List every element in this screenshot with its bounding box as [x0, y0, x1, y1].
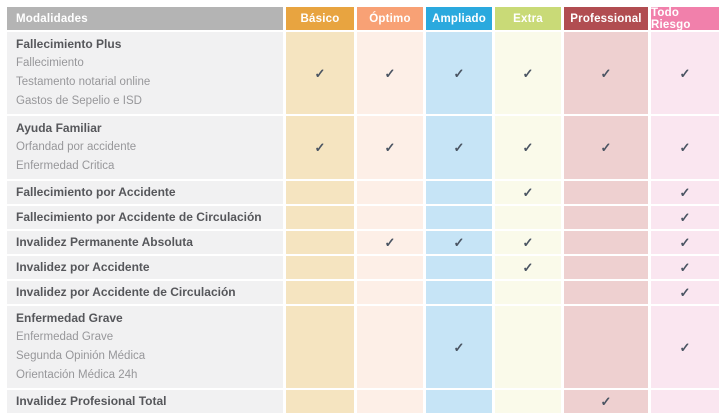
- coverage-cell-professional: [564, 206, 648, 229]
- row-label-line: Invalidez por Accidente de Circulación: [16, 285, 236, 299]
- coverage-cell-extra: [495, 390, 561, 413]
- coverage-cell-todo-riesgo: [651, 116, 719, 179]
- coverage-cell-basico: [286, 390, 354, 413]
- modalidades-cell: [7, 390, 283, 413]
- row-label-line: Invalidez Profesional Total: [16, 394, 167, 408]
- row-label-line: Testamento notarial online: [16, 76, 151, 88]
- check-icon: ✓: [522, 140, 534, 155]
- check-icon: ✓: [679, 185, 691, 200]
- coverage-cell-extra: [495, 256, 561, 279]
- modalidades-cell: [7, 32, 283, 114]
- check-icon: ✓: [453, 339, 465, 355]
- check-icon: ✓: [600, 65, 612, 81]
- coverage-cell-professional: [564, 181, 648, 204]
- coverage-cell-optimo: [357, 206, 423, 229]
- check-icon: ✓: [679, 235, 691, 250]
- check-icon: ✓: [600, 394, 612, 409]
- coverage-cell-optimo: [357, 231, 423, 254]
- row-label-line: Orfandad por accidente: [16, 141, 137, 153]
- modalidades-cell: [7, 281, 283, 304]
- check-icon: ✓: [679, 339, 691, 355]
- check-icon: ✓: [522, 235, 534, 250]
- check-icon: ✓: [522, 185, 534, 200]
- coverage-cell-basico: [286, 206, 354, 229]
- coverage-cell-basico: [286, 181, 354, 204]
- column-header-basico: Básico: [286, 7, 354, 30]
- coverage-cell-todo-riesgo: [651, 231, 719, 254]
- column-header-professional: Professional: [564, 7, 648, 30]
- modalidades-header-cell: Modalidades: [7, 7, 283, 30]
- coverage-cell-ampliado: [426, 306, 492, 388]
- coverage-cell-todo-riesgo: [651, 390, 719, 413]
- row-label-line: Invalidez Permanente Absoluta: [16, 235, 193, 249]
- coverage-cell-basico: [286, 256, 354, 279]
- row-label-line: Fallecimiento Plus: [16, 37, 122, 51]
- table-row: [7, 32, 722, 114]
- coverage-cell-professional: [564, 281, 648, 304]
- coverage-cell-professional: [564, 256, 648, 279]
- modalidades-cell: [7, 181, 283, 204]
- check-icon: ✓: [679, 210, 691, 225]
- coverage-cell-extra: [495, 181, 561, 204]
- row-label-line: Orientación Médica 24h: [16, 369, 138, 381]
- coverage-cell-basico: [286, 32, 354, 114]
- coverage-cell-optimo: [357, 32, 423, 114]
- table-row: [7, 206, 722, 229]
- check-icon: ✓: [314, 140, 326, 155]
- table-row: [7, 181, 722, 204]
- coverage-comparison-table: [7, 7, 722, 413]
- check-icon: ✓: [600, 140, 612, 155]
- coverage-cell-professional: [564, 306, 648, 388]
- table-row: [7, 281, 722, 304]
- coverage-cell-professional: [564, 390, 648, 413]
- table-header-row: [7, 7, 722, 30]
- check-icon: ✓: [314, 65, 326, 81]
- row-label-line: Invalidez por Accidente: [16, 260, 150, 274]
- coverage-cell-optimo: [357, 256, 423, 279]
- modalidades-cell: [7, 206, 283, 229]
- coverage-cell-basico: [286, 281, 354, 304]
- coverage-cell-professional: [564, 231, 648, 254]
- modalidades-cell: [7, 231, 283, 254]
- check-icon: ✓: [384, 140, 396, 155]
- coverage-cell-todo-riesgo: [651, 206, 719, 229]
- coverage-cell-ampliado: [426, 231, 492, 254]
- row-label-line: Fallecimiento por Accidente: [16, 185, 176, 199]
- table-row: [7, 256, 722, 279]
- coverage-cell-optimo: [357, 281, 423, 304]
- coverage-cell-extra: [495, 231, 561, 254]
- coverage-cell-optimo: [357, 306, 423, 388]
- modalidades-cell: [7, 116, 283, 179]
- row-label-line: Enfermedad Grave: [16, 331, 114, 343]
- column-header-todo-riesgo: Todo Riesgo: [651, 7, 719, 30]
- coverage-cell-extra: [495, 206, 561, 229]
- row-label-line: Segunda Opinión Médica: [16, 350, 146, 362]
- check-icon: ✓: [679, 65, 691, 81]
- coverage-cell-extra: [495, 116, 561, 179]
- coverage-cell-ampliado: [426, 206, 492, 229]
- coverage-cell-extra: [495, 32, 561, 114]
- check-icon: ✓: [453, 140, 465, 155]
- modalidades-cell: [7, 256, 283, 279]
- row-label-line: Fallecimiento por Accidente de Circulación: [16, 210, 262, 224]
- coverage-cell-todo-riesgo: [651, 256, 719, 279]
- row-label-line: Enfermedad Grave: [16, 311, 123, 325]
- coverage-cell-todo-riesgo: [651, 281, 719, 304]
- check-icon: ✓: [384, 235, 396, 250]
- check-icon: ✓: [453, 65, 465, 81]
- coverage-cell-ampliado: [426, 32, 492, 114]
- coverage-cell-todo-riesgo: [651, 181, 719, 204]
- check-icon: ✓: [453, 235, 465, 250]
- modalidades-cell: [7, 306, 283, 388]
- row-label-line: Ayuda Familiar: [16, 121, 102, 135]
- coverage-cell-ampliado: [426, 256, 492, 279]
- coverage-cell-ampliado: [426, 281, 492, 304]
- coverage-cell-basico: [286, 231, 354, 254]
- coverage-cell-basico: [286, 306, 354, 388]
- check-icon: ✓: [522, 65, 534, 81]
- table-row: [7, 116, 722, 179]
- check-icon: ✓: [522, 260, 534, 275]
- row-label-line: Gastos de Sepelio e ISD: [16, 95, 142, 107]
- check-icon: ✓: [679, 285, 691, 300]
- coverage-cell-optimo: [357, 181, 423, 204]
- coverage-cell-extra: [495, 306, 561, 388]
- coverage-cell-optimo: [357, 390, 423, 413]
- check-icon: ✓: [679, 140, 691, 155]
- coverage-cell-ampliado: [426, 390, 492, 413]
- column-header-extra: Extra: [495, 7, 561, 30]
- check-icon: ✓: [679, 260, 691, 275]
- check-icon: ✓: [384, 65, 396, 81]
- coverage-cell-optimo: [357, 116, 423, 179]
- column-header-optimo: Óptimo: [357, 7, 423, 30]
- row-label-line: Fallecimiento: [16, 57, 84, 69]
- table-row: [7, 231, 722, 254]
- coverage-cell-todo-riesgo: [651, 32, 719, 114]
- coverage-cell-basico: [286, 116, 354, 179]
- coverage-cell-professional: [564, 32, 648, 114]
- coverage-cell-todo-riesgo: [651, 306, 719, 388]
- coverage-cell-ampliado: [426, 116, 492, 179]
- table-row: [7, 390, 722, 413]
- coverage-cell-professional: [564, 116, 648, 179]
- coverage-cell-ampliado: [426, 181, 492, 204]
- coverage-cell-extra: [495, 281, 561, 304]
- row-label-line: Enfermedad Critica: [16, 160, 115, 172]
- column-header-ampliado: Ampliado: [426, 7, 492, 30]
- table-row: [7, 306, 722, 388]
